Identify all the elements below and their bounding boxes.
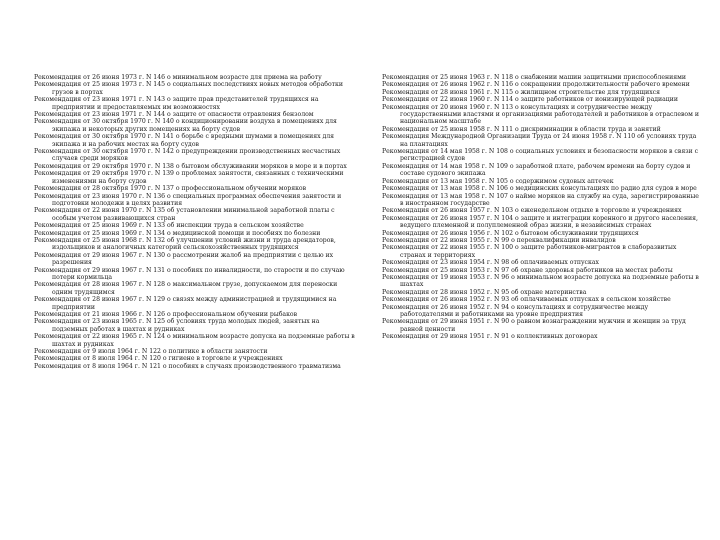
- recommendation-item: Рекомендация от 25 июня 1969 г. N 134 о медицинской помощи и пособиях по болезни: [34, 229, 321, 237]
- recommendation-item: Рекомендация от 30 октября 1970 г. N 142 о предупреждении производственных несчастных случаев среди моряков: [34, 148, 341, 163]
- recommendation-item: Рекомендация от 9 июля 1964 г. N 122 о политике в области занятости: [34, 348, 268, 356]
- recommendation-item: Рекомендация от 22 июня 1965 г. N 124 о минимальном возрасте допуска на подземные работы в шахтах и рудниках: [34, 333, 355, 348]
- recommendation-item: Рекомендация от 23 июня 1971 г. N 144 о защите от опасности отравления бензолом: [34, 111, 314, 119]
- recommendation-item: Рекомендация от 22 июня 1955 г. N 99 о переквалификации инвалидов: [382, 236, 616, 244]
- recommendation-item: Рекомендация Международной Организации Труда от 24 июня 1958 г. N 110 об условиях труда на плантациях: [382, 133, 697, 148]
- recommendation-item: Рекомендация от 8 июля 1964 г. N 121 о пособиях в случаях производственного травматизма: [34, 362, 341, 370]
- recommendation-item: Рекомендация от 25 июня 1958 г. N 111 о дискриминации в области труда и занятий: [382, 125, 661, 133]
- recommendation-item: Рекомендация от 26 июня 1957 г. N 104 о защите и интеграции коренного и другого населения, ведущего племенной и полуплеменной образ жизни, в независимых странах: [382, 214, 698, 230]
- recommendation-item: Рекомендация от 29 июня 1967 г. N 131 о пособиях по инвалидности, по старости и по случаю потери кормильца: [34, 266, 345, 281]
- recommendation-item: Рекомендация от 26 июня 1957 г. N 103 о еженедельном отдыхе в торговле и учреждениях: [382, 207, 682, 215]
- recommendation-item: Рекомендация от 30 октября 1970 г. N 140 о кондиционировании воздуха в помещениях для экипажа и некоторых других помещениях на борту судов: [34, 118, 337, 133]
- recommendation-item: Рекомендация от 22 июня 1970 г. N 135 об установлении минимальной заработной платы с особым учетом развивающихся стран: [34, 207, 335, 222]
- recommendation-item: Рекомендация от 20 июня 1960 г. N 113 о консультациях и сотрудничестве между государственными властями и организациями работодателей и работников в отраслевом и национальном масштабе: [382, 103, 699, 126]
- right-column-list: [382, 74, 700, 370]
- recommendation-item: Рекомендация от 28 июня 1967 г. N 128 о максимальном грузе, допускаемом для переноски одним трудящимся: [34, 281, 338, 296]
- recommendation-item: Рекомендация от 28 июня 1952 г. N 95 об охране материнства: [382, 288, 587, 296]
- recommendation-item: Рекомендация от 25 июня 1973 г. N 145 о социальных последствиях новых методов обработки грузов в портах: [34, 81, 343, 96]
- recommendation-item: Рекомендация от 26 июня 1956 г. N 102 о бытовом обслуживании трудящихся: [382, 229, 639, 237]
- recommendation-item: Рекомендация от 21 июня 1966 г. N 126 о профессиональном обучении рыбаков: [34, 311, 298, 318]
- recommendation-item: Рекомендация от 19 июня 1953 г. N 96 о минимальном возрасте допуска на подземные работы в шахтах: [382, 273, 699, 289]
- recommendation-item: Рекомендация от 26 июня 1952 г. N 93 об оплачиваемых отпусках в сельском хозяйстве: [382, 296, 671, 304]
- recommendation-item: Рекомендация от 29 июня 1951 г. N 91 о коллективных договорах: [382, 333, 598, 341]
- recommendation-item: Рекомендация от 22 июня 1955 г. N 100 о защите работников-мигрантов в слаборазвитых странах и территориях: [382, 244, 677, 259]
- recommendation-item: Рекомендация от 29 октября 1970 г. N 139 о проблемах занятости, связанных с техническими изменениями на борту судов: [34, 170, 344, 185]
- recommendation-item: Рекомендация от 23 июня 1954 г. N 98 об оплачиваемых отпусках: [382, 259, 599, 267]
- recommendation-item: Рекомендация от 25 июня 1968 г. N 132 об улучшении условий жизни и труда арендаторов, издольщиков и аналогичных категорий сельскохозяйственных трудящихся: [34, 236, 336, 252]
- recommendation-item: Рекомендация от 25 июня 1969 г. N 133 об инспекции труда в сельском хозяйстве: [34, 222, 304, 230]
- recommendation-item: Рекомендация от 28 октября 1970 г. N 137 о профессиональном обучении моряков: [34, 185, 307, 193]
- recommendation-item: Рекомендация от 23 июня 1965 г. N 125 об условиях труда молодых людей, занятых на подземных работах в шахтах и рудниках: [34, 318, 320, 333]
- recommendation-item: Рекомендация от 26 июня 1973 г. N 146 о минимальном возрасте для приема на работу: [34, 74, 322, 81]
- recommendation-item: Рекомендация от 29 июня 1967 г. N 130 о рассмотрении жалоб на предприятии с целью их разрешения: [34, 251, 334, 267]
- left-column-list: [34, 74, 356, 370]
- recommendation-item: Рекомендация от 26 июня 1952 г. N 94 о консультациях и сотрудничестве между работодателями и работниками на уровне предприятия: [382, 303, 649, 318]
- recommendation-item: Рекомендация от 26 июня 1962 г. N 116 о сокращении продолжительности рабочего времени: [382, 81, 690, 89]
- recommendation-item: Рекомендация от 13 мая 1958 г. N 107 о найме моряков на службу на суда, зарегистрированные в иностранном государстве: [382, 192, 699, 207]
- recommendation-item: Рекомендация от 23 июня 1970 г. N 136 о специальных программах обеспечения занятости и подготовки молодежи в целях развития: [34, 192, 342, 207]
- recommendation-item: Рекомендация от 23 июня 1971 г. N 143 о защите прав представителей трудящихся на предприятии и предоставляемых им возможностях: [34, 96, 319, 111]
- recommendation-item: Рекомендация от 22 июня 1960 г. N 114 о защите работников от ионизирующей радиации: [382, 96, 678, 104]
- recommendation-item: Рекомендация от 25 июня 1953 г. N 97 об охране здоровья работников на местах работы: [382, 266, 673, 274]
- recommendation-item: Рекомендация от 8 июля 1964 г. N 120 о гигиене в торговле и учреждениях: [34, 355, 283, 363]
- recommendation-item: Рекомендация от 14 мая 1958 г. N 108 о социальных условиях и безопасности моряков в связи с регистрацией судов: [382, 148, 699, 163]
- recommendations-columns: [34, 74, 700, 370]
- recommendation-item: Рекомендация от 13 мая 1958 г. N 106 о медицинских консультациях по радио для судов в море: [382, 185, 697, 193]
- recommendation-item: Рекомендация от 30 октября 1970 г. N 141 о борьбе с вредными шумами в помещениях для экипажа и на рабочих местах на борту судов: [34, 133, 335, 148]
- recommendation-item: Рекомендация от 13 мая 1958 г. N 105 о содержимом судовых аптечек: [382, 177, 614, 185]
- recommendation-item: Рекомендация от 29 июня 1951 г. N 90 о равном вознаграждении мужчин и женщин за труд равной ценности: [382, 318, 686, 333]
- recommendation-item: Рекомендация от 28 июня 1961 г. N 115 о жилищном строительстве для трудящихся: [382, 88, 660, 96]
- recommendation-item: Рекомендация от 28 июня 1967 г. N 129 о связях между администрацией и трудящимися на предприятии: [34, 296, 337, 311]
- recommendation-item: Рекомендация от 29 октября 1970 г. N 138 о бытовом обслуживании моряков в море и в портах: [34, 162, 347, 170]
- recommendation-item: Рекомендация от 25 июня 1963 г. N 118 о снабжении машин защитными приспособлениями: [382, 74, 686, 81]
- recommendation-item: Рекомендация от 14 мая 1958 г. N 109 о заработной плате, рабочем времени на борту судов и составе судового экипажа: [382, 162, 691, 178]
